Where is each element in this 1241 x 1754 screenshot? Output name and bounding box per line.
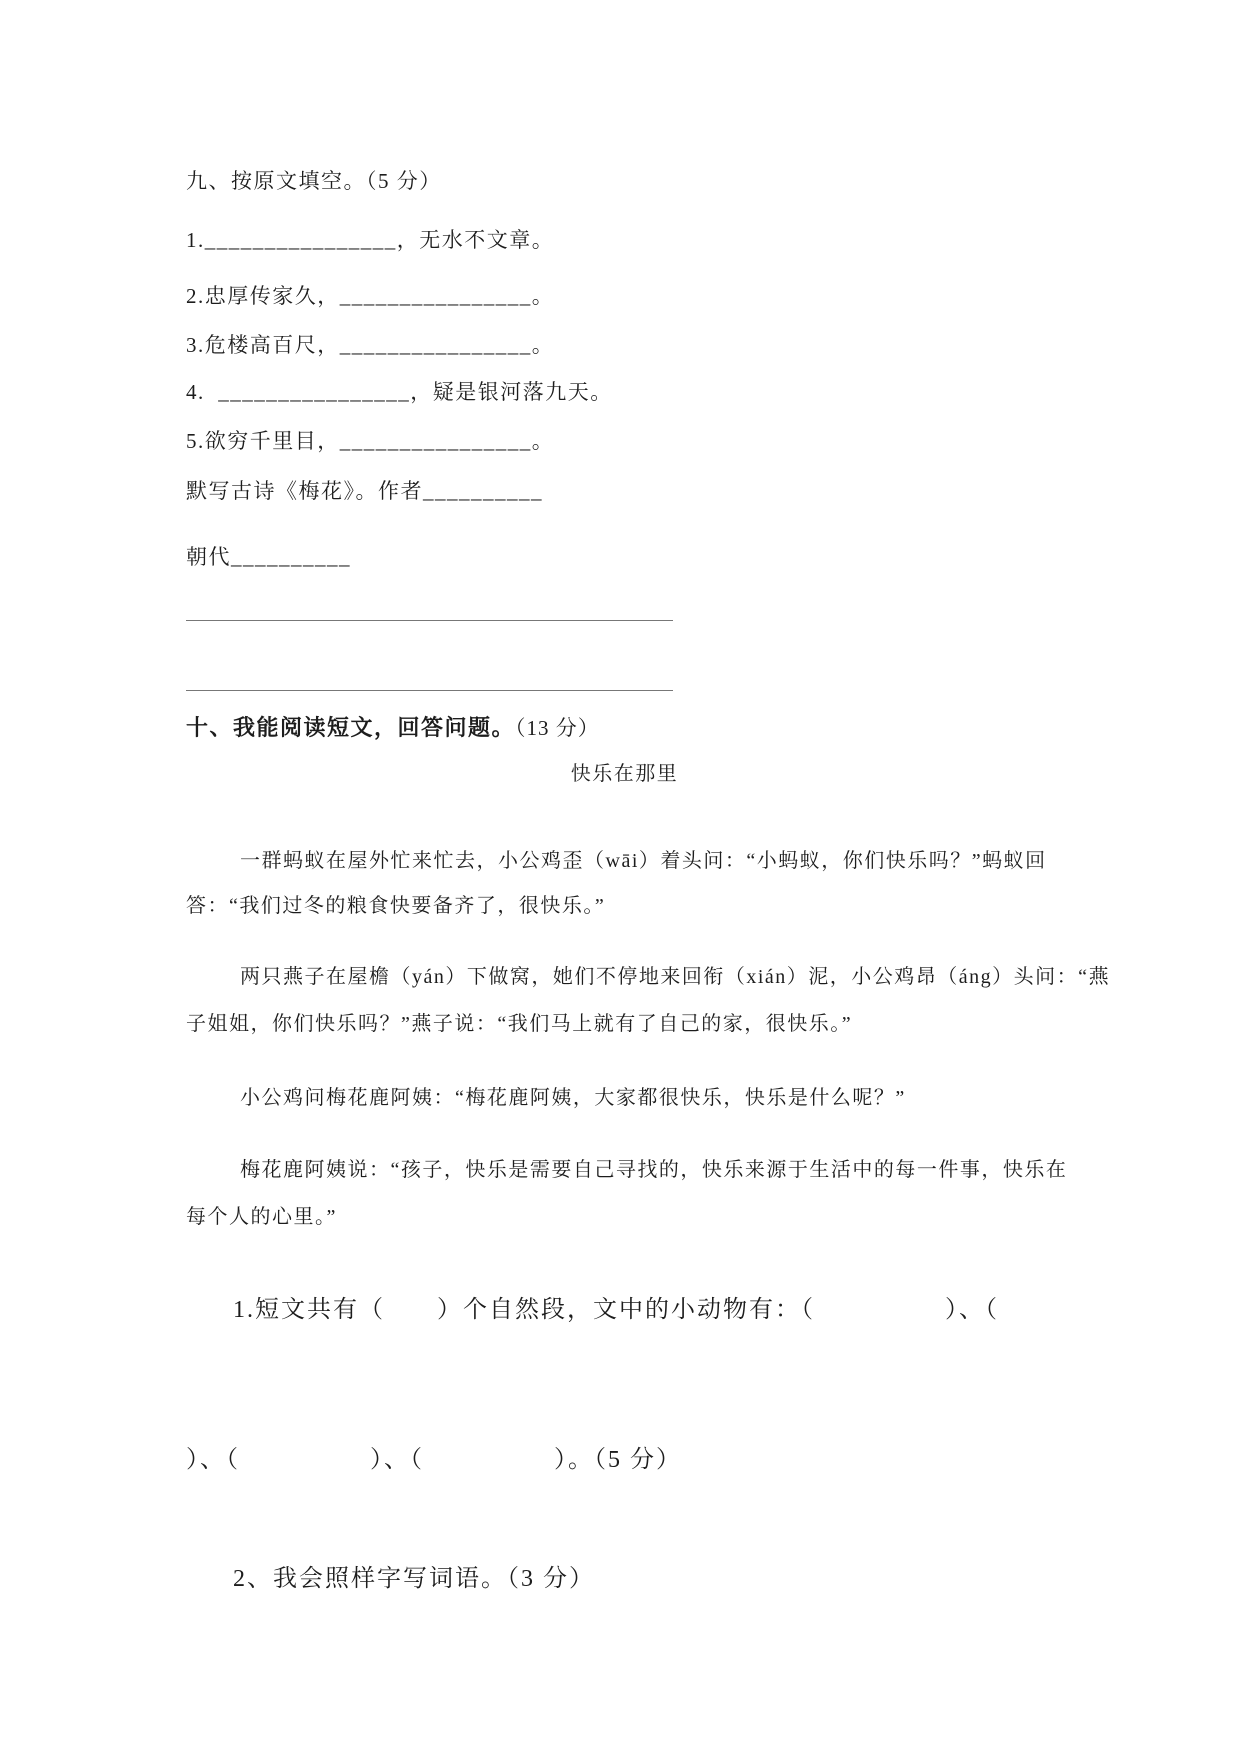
- poem-dictation-prompt: 默写古诗《梅花》。作者__________: [186, 479, 543, 503]
- answer-blank-line-1: [186, 620, 673, 621]
- passage-line-6: 梅花鹿阿姨说：“孩子，快乐是需要自己寻找的，快乐来源于生活中的每一件事，快乐在: [240, 1159, 1068, 1181]
- passage-line-3: 两只燕子在屋檐（yán）下做窝，她们不停地来回衔（xián）泥，小公鸡昂（áng）头问：“燕: [240, 966, 1111, 988]
- fill-blank-item-3: 3.危楼高百尺，________________。: [186, 333, 555, 357]
- passage-line-1: 一群蚂蚁在屋外忙来忙去，小公鸡歪（wāi）着头问：“小蚂蚁，你们快乐吗？”蚂蚁回: [240, 850, 1047, 872]
- reading-question-2: 2、我会照样字写词语。（3 分）: [233, 1566, 595, 1592]
- answer-blank-line-2: [186, 690, 673, 691]
- passage-line-4: 子姐姐，你们快乐吗？”燕子说：“我们马上就有了自己的家，很快乐。”: [186, 1013, 853, 1035]
- fill-blank-item-2: 2.忠厚传家久，________________。: [186, 284, 555, 308]
- passage-line-2: 答：“我们过冬的粮食快要备齐了，很快乐。”: [186, 895, 606, 917]
- fill-blank-item-4: 4. ________________，疑是银河落九天。: [186, 380, 613, 404]
- dynasty-prompt: 朝代__________: [186, 545, 351, 569]
- section-ten-heading: 十、我能阅读短文，回答问题。: [186, 715, 516, 740]
- section-ten-heading-row: [186, 711, 600, 742]
- section-ten-score: （13 分）: [515, 716, 600, 740]
- reading-question-1-line-1: 1.短文共有（ ）个自然段，文中的小动物有：（ ）、（: [233, 1297, 999, 1323]
- fill-blank-item-1: 1.________________，无水不文章。: [186, 228, 555, 252]
- reading-question-1-line-2: ）、（ ）、（ ）。（5 分）: [186, 1447, 682, 1473]
- passage-title: 快乐在那里: [570, 763, 679, 785]
- passage-line-5: 小公鸡问梅花鹿阿姨：“梅花鹿阿姨，大家都很快乐，快乐是什么呢？”: [240, 1087, 906, 1109]
- fill-blank-item-5: 5.欲穷千里目，________________。: [186, 429, 555, 453]
- passage-line-7: 每个人的心里。”: [186, 1206, 337, 1228]
- section-nine-heading: 九、按原文填空。（5 分）: [186, 169, 442, 193]
